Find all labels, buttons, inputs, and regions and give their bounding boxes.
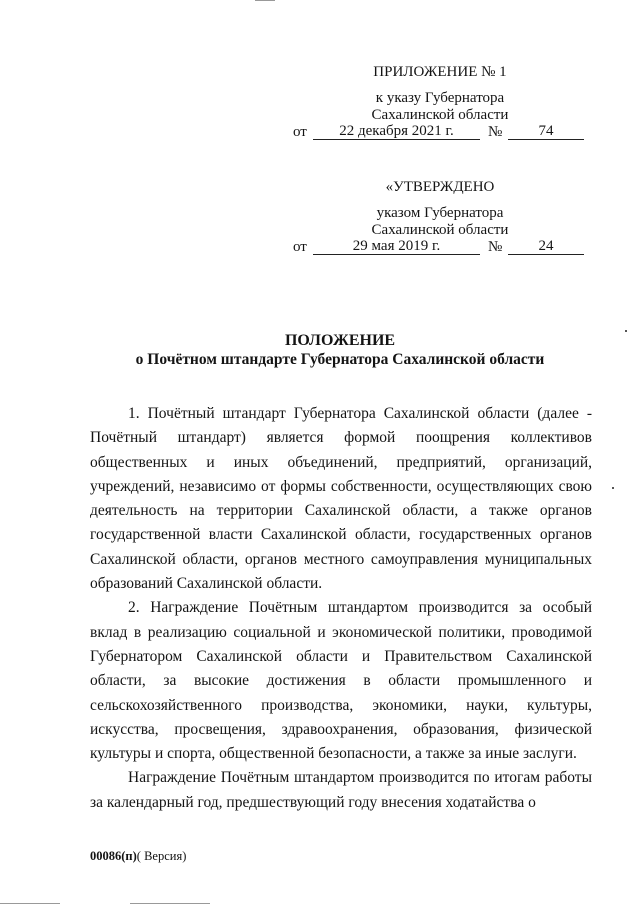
appendix-number: 74 [538,123,554,139]
paragraph-1: 1. Почётный штандарт Губернатора Сахалинской области (далее - Почётный штандарт) является формой поощрения коллективов общественных и иных объединений, предприятий, организаций, учреждений, независимо от формы собственности, осуществляющих свою деятельность на территории Сахалинской области, а также органов государственной власти Сахалинской области, государственных органов Сахалинской области, органов местного самоуправления муниципальных образований Сахалинской области. [90,405,592,593]
appendix-number-underline [508,139,584,140]
appendix-date: 22 декабря 2021 г. [339,123,454,139]
footer-suffix: ( Версия) [136,849,187,863]
footer-version [90,849,186,864]
scan-mark [130,903,210,904]
appendix-date-underline [313,139,480,140]
approved-from-label: от [293,239,307,255]
document-title: ПОЛОЖЕНИЕ [284,332,396,349]
scan-mark [625,330,627,332]
appendix-title: ПРИЛОЖЕНИЕ № 1 [373,64,507,80]
paragraph-2: 2. Награждение Почётным штандартом производится за особый вклад в реализацию социальной и экономической политики, проводимой Губернатором Сахалинской области и Правительством Сахалинской области, за высокие достижения в области промышленного и сельскохозяйственного производства, экономики, науки, культуры, искусства, просвещения, здравоохранения, образования, физической культуры и спорта, общественной безопасности, а также за иные заслуги. [90,599,592,763]
scan-mark [612,487,614,489]
footer-code: 00086(п) [90,849,137,863]
appendix-from-label: от [293,124,307,140]
appendix-number-label: № [488,124,503,140]
approved-number: 24 [538,238,554,254]
approved-number-underline [508,254,584,255]
approved-date: 29 мая 2019 г. [352,238,441,254]
approved-date-underline [313,254,480,255]
appendix-region-line: Сахалинской области [371,107,509,123]
approved-number-label: № [488,239,503,255]
scan-mark [255,0,275,1]
document-body [90,402,592,815]
approved-title: «УТВЕРЖДЕНО [385,179,495,195]
approved-region-line: Сахалинской области [371,222,509,238]
appendix-decree-line: к указу Губернатора [375,90,505,106]
document-subtitle: о Почётном штандарте Губернатора Сахалинской области [135,351,545,368]
paragraph-3: Награждение Почётным штандартом производится по итогам работы за календарный год, предшествующий году внесения ходатайства о [90,769,592,811]
approved-decree-line: указом Губернатора [376,205,504,221]
scan-mark [0,903,60,904]
